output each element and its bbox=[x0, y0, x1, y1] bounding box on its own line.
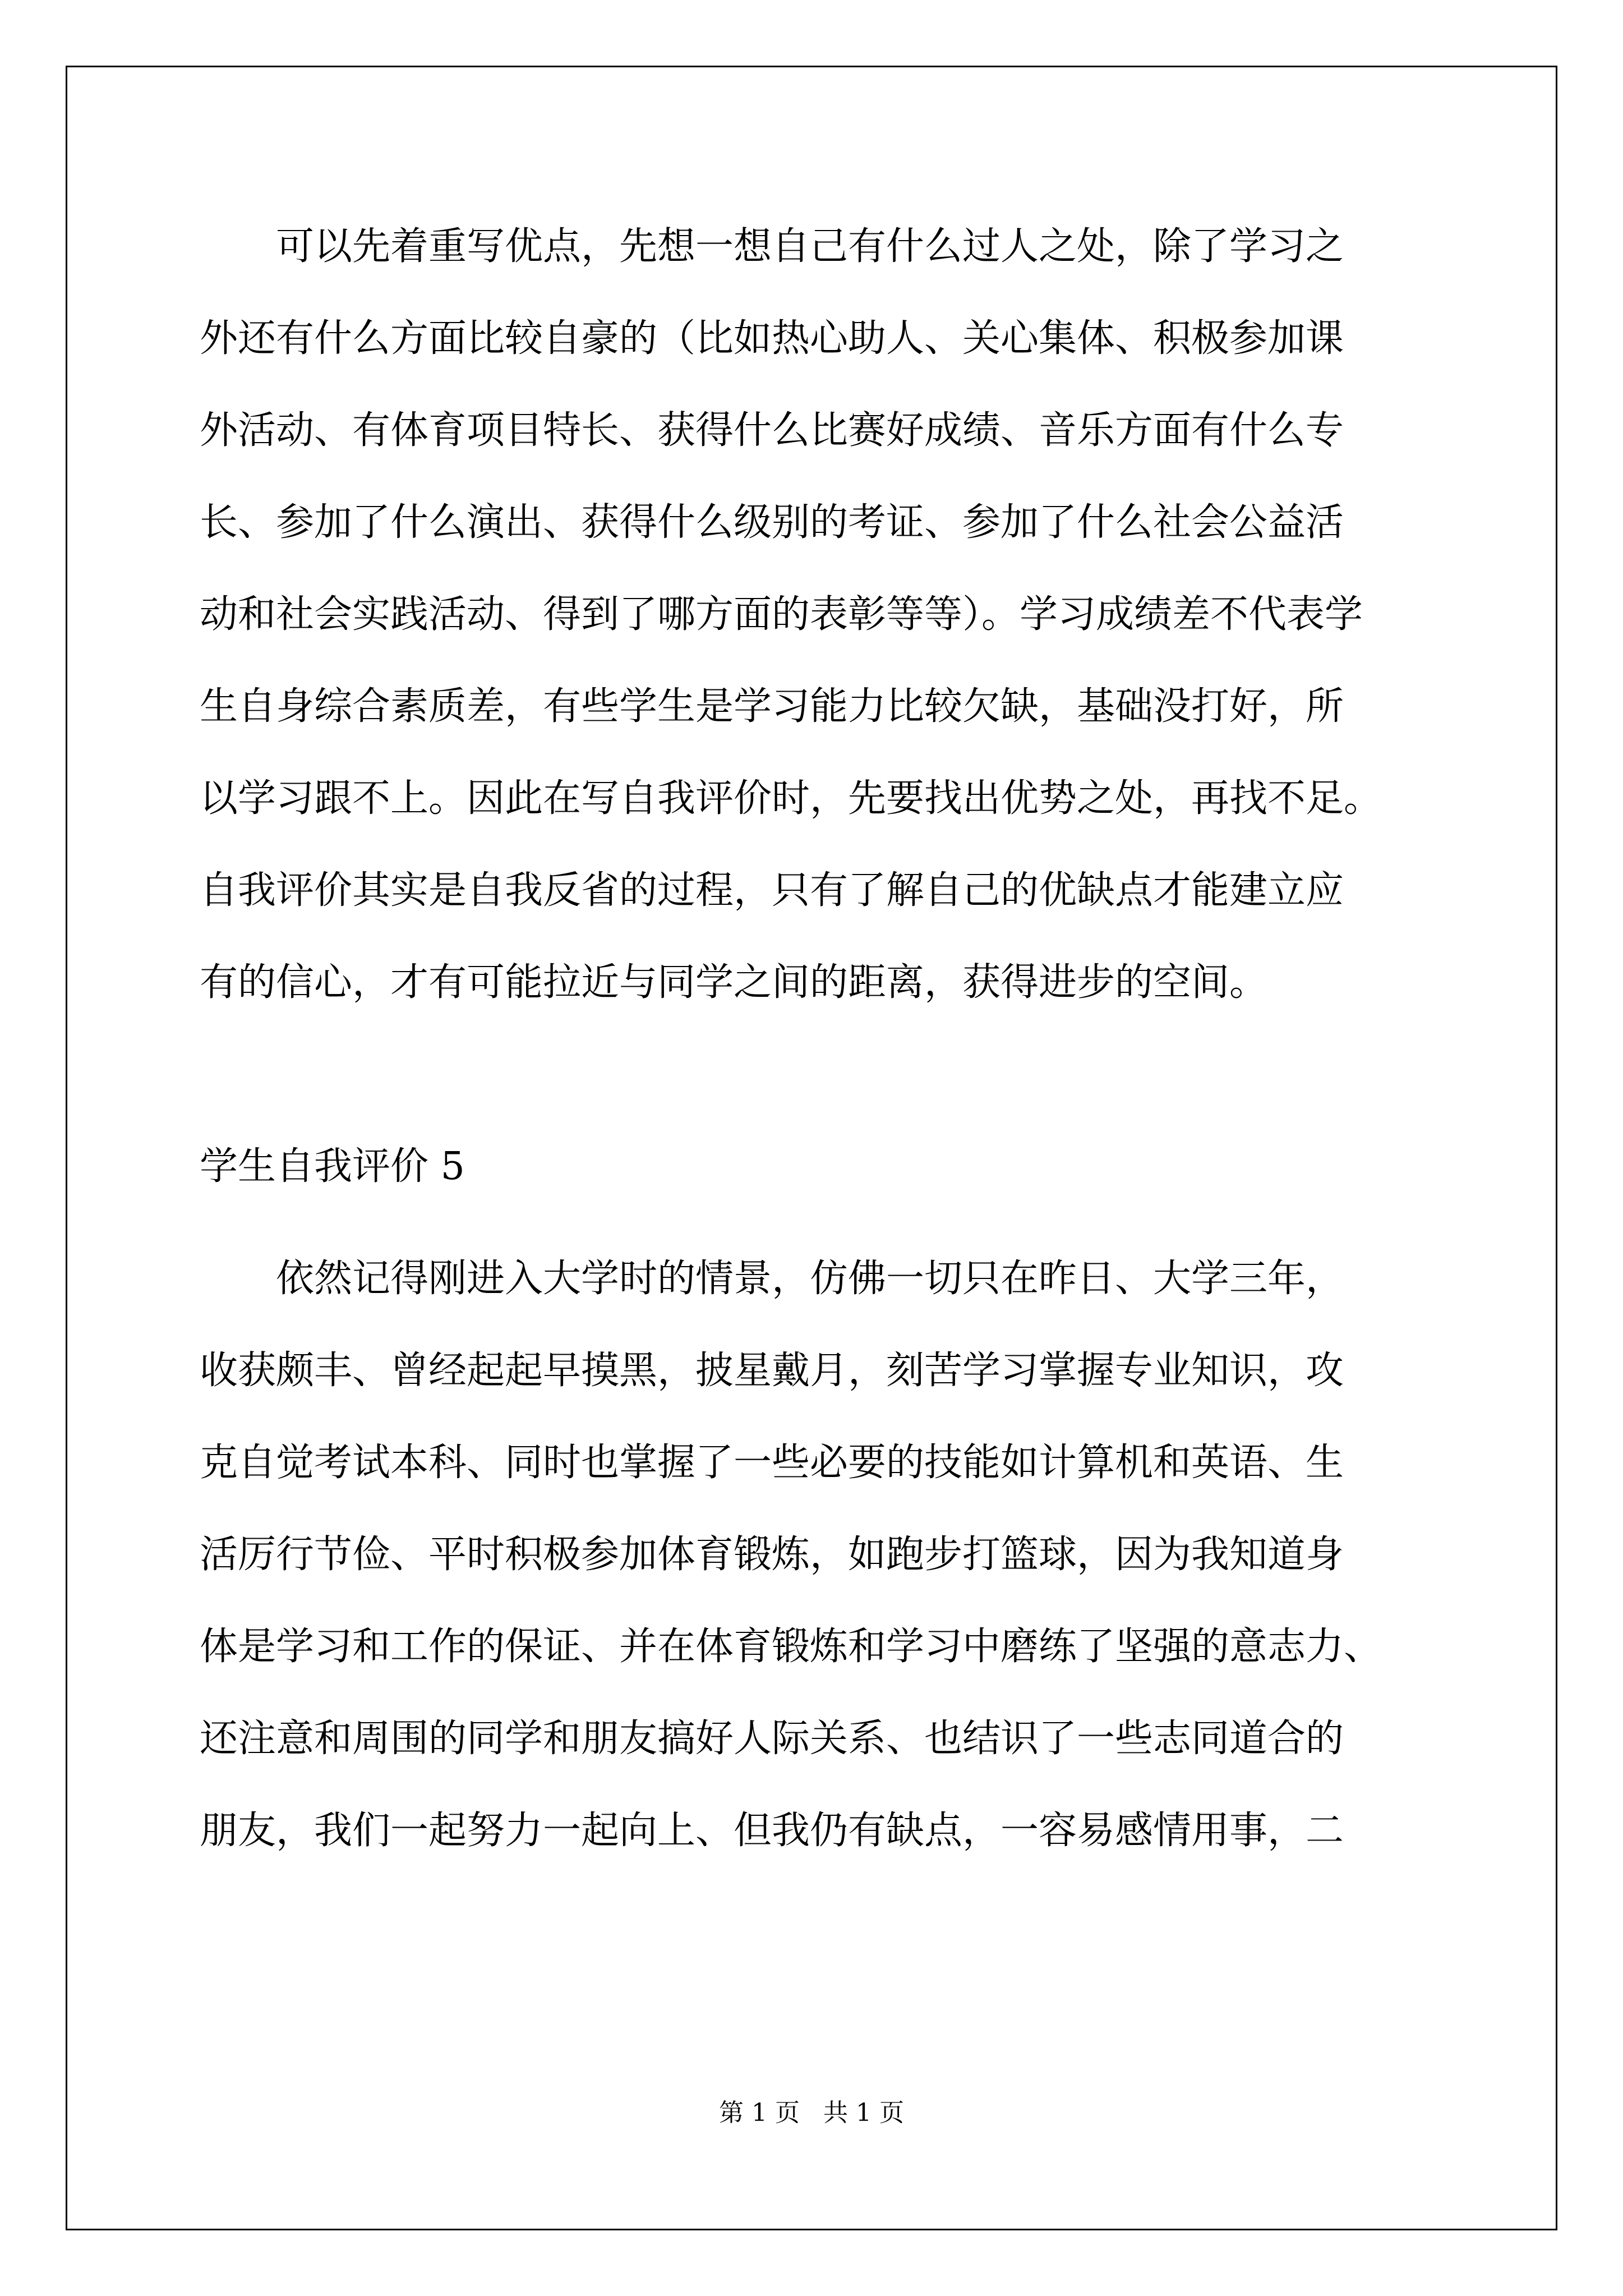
text-line: 朋友，我们一起努力一起向上、但我仍有缺点，一容易感情用事，二 bbox=[200, 1809, 1344, 1853]
text-line: 可以先着重写优点，先想一想自己有什么过人之处，除了学习之 bbox=[200, 224, 1344, 269]
text-line: 外还有什么方面比较自豪的（比如热心助人、关心集体、积极参加课 bbox=[200, 316, 1344, 361]
text-line: 克自觉考试本科、同时也掌握了一些必要的技能如计算机和英语、生 bbox=[200, 1441, 1344, 1485]
page-footer: 第 1 页 共 1 页 bbox=[719, 2099, 904, 2127]
text-line: 外活动、有体育项目特长、获得什么比赛好成绩、音乐方面有什么专 bbox=[200, 408, 1344, 453]
text-line: 以学习跟不上。因此在写自我评价时，先要找出优势之处，再找不足。 bbox=[200, 776, 1382, 821]
section-heading: 学生自我评价 5 bbox=[200, 1144, 465, 1189]
text-line: 长、参加了什么演出、获得什么级别的考证、参加了什么社会公益活 bbox=[200, 500, 1344, 545]
text-line: 动和社会实践活动、得到了哪方面的表彰等等）。学习成绩差不代表学 bbox=[200, 592, 1363, 637]
text-line: 生自身综合素质差，有些学生是学习能力比较欠缺，基础没打好，所 bbox=[200, 684, 1344, 729]
text-line: 自我评价其实是自我反省的过程，只有了解自己的优缺点才能建立应 bbox=[200, 868, 1344, 913]
text-line: 活厉行节俭、平时积极参加体育锻炼，如跑步打篮球，因为我知道身 bbox=[200, 1533, 1344, 1577]
text-line: 还注意和周围的同学和朋友搞好人际关系、也结识了一些志同道合的 bbox=[200, 1717, 1344, 1761]
text-line: 收获颇丰、曾经起起早摸黑，披星戴月，刻苦学习掌握专业知识，攻 bbox=[200, 1349, 1344, 1393]
text-line: 有的信心，才有可能拉近与同学之间的距离，获得进步的空间。 bbox=[200, 960, 1268, 1005]
text-line: 依然记得刚进入大学时的情景，仿佛一切只在昨日、大学三年， bbox=[200, 1257, 1344, 1301]
text-line: 体是学习和工作的保证、并在体育锻炼和学习中磨练了坚强的意志力、 bbox=[200, 1625, 1382, 1669]
